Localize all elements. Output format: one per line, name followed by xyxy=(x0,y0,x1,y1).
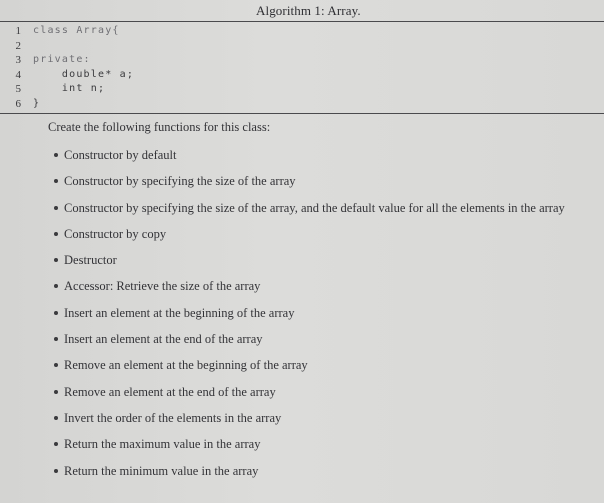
function-list xyxy=(0,145,604,487)
line-number: 4 xyxy=(15,68,21,81)
bullet-icon xyxy=(54,284,58,288)
code-line xyxy=(0,97,604,112)
bullet-icon xyxy=(54,337,58,341)
list-item xyxy=(0,250,604,276)
list-item-text: Constructor by specifying the size of the array xyxy=(64,174,296,189)
bullet-icon xyxy=(54,206,58,210)
list-item-text: Destructor xyxy=(64,253,117,268)
list-item-text: Return the minimum value in the array xyxy=(64,463,259,478)
code-line xyxy=(0,24,604,39)
bullet-icon xyxy=(54,442,58,446)
line-number: 5 xyxy=(15,83,21,96)
list-item xyxy=(0,303,604,329)
bullet-icon xyxy=(54,469,58,473)
bullet-icon xyxy=(54,153,58,157)
list-item xyxy=(0,276,604,302)
list-item xyxy=(0,382,604,408)
list-item xyxy=(0,434,604,460)
list-item-text: Return the maximum value in the array xyxy=(64,437,261,452)
list-item-text: Remove an element at the end of the array xyxy=(64,384,276,399)
bullet-icon xyxy=(54,179,58,183)
section-rule xyxy=(0,113,604,114)
list-item-text: Constructor by default xyxy=(64,148,177,162)
list-item xyxy=(0,224,604,250)
algorithm-title: Algorithm 1: Array. xyxy=(256,3,361,18)
code-text: class Array{ xyxy=(33,25,120,36)
list-item-text: Accessor: Retrieve the size of the array xyxy=(64,279,261,294)
code-text: } xyxy=(33,97,41,109)
list-item-text: Invert the order of the elements in the array xyxy=(64,410,282,425)
list-item-text: Insert an element at the beginning of the array xyxy=(64,305,295,320)
line-number: 1 xyxy=(15,25,21,37)
list-item-text: Insert an element at the end of the array xyxy=(64,332,263,347)
code-text: int n; xyxy=(33,83,106,95)
code-line xyxy=(0,39,604,54)
list-item-text: Constructor by copy xyxy=(64,226,167,241)
bullet-icon xyxy=(54,311,58,315)
instructions-intro: Create the following functions for this class: xyxy=(48,120,271,134)
list-item-text: Constructor by specifying the size of the array, and the default value for all the elements in the array xyxy=(64,200,565,215)
list-item-text: Remove an element at the beginning of the array xyxy=(64,358,308,373)
bullet-icon xyxy=(54,258,58,262)
line-number: 3 xyxy=(15,54,21,67)
list-item xyxy=(0,145,604,171)
code-line xyxy=(0,82,604,97)
list-item xyxy=(0,461,604,487)
list-item xyxy=(0,198,604,224)
bullet-icon xyxy=(54,416,58,420)
bullet-icon xyxy=(54,363,58,367)
line-number: 6 xyxy=(15,97,21,110)
bullet-icon xyxy=(54,390,58,394)
code-text: double* a; xyxy=(33,68,135,80)
line-number: 2 xyxy=(15,39,21,52)
code-text: private: xyxy=(33,54,91,66)
code-line xyxy=(0,68,604,83)
code-block xyxy=(0,24,604,112)
list-item xyxy=(0,355,604,381)
list-item xyxy=(0,329,604,355)
code-line xyxy=(0,53,604,68)
list-item xyxy=(0,408,604,434)
top-rule xyxy=(0,21,604,22)
list-item xyxy=(0,171,604,197)
bullet-icon xyxy=(54,232,58,236)
